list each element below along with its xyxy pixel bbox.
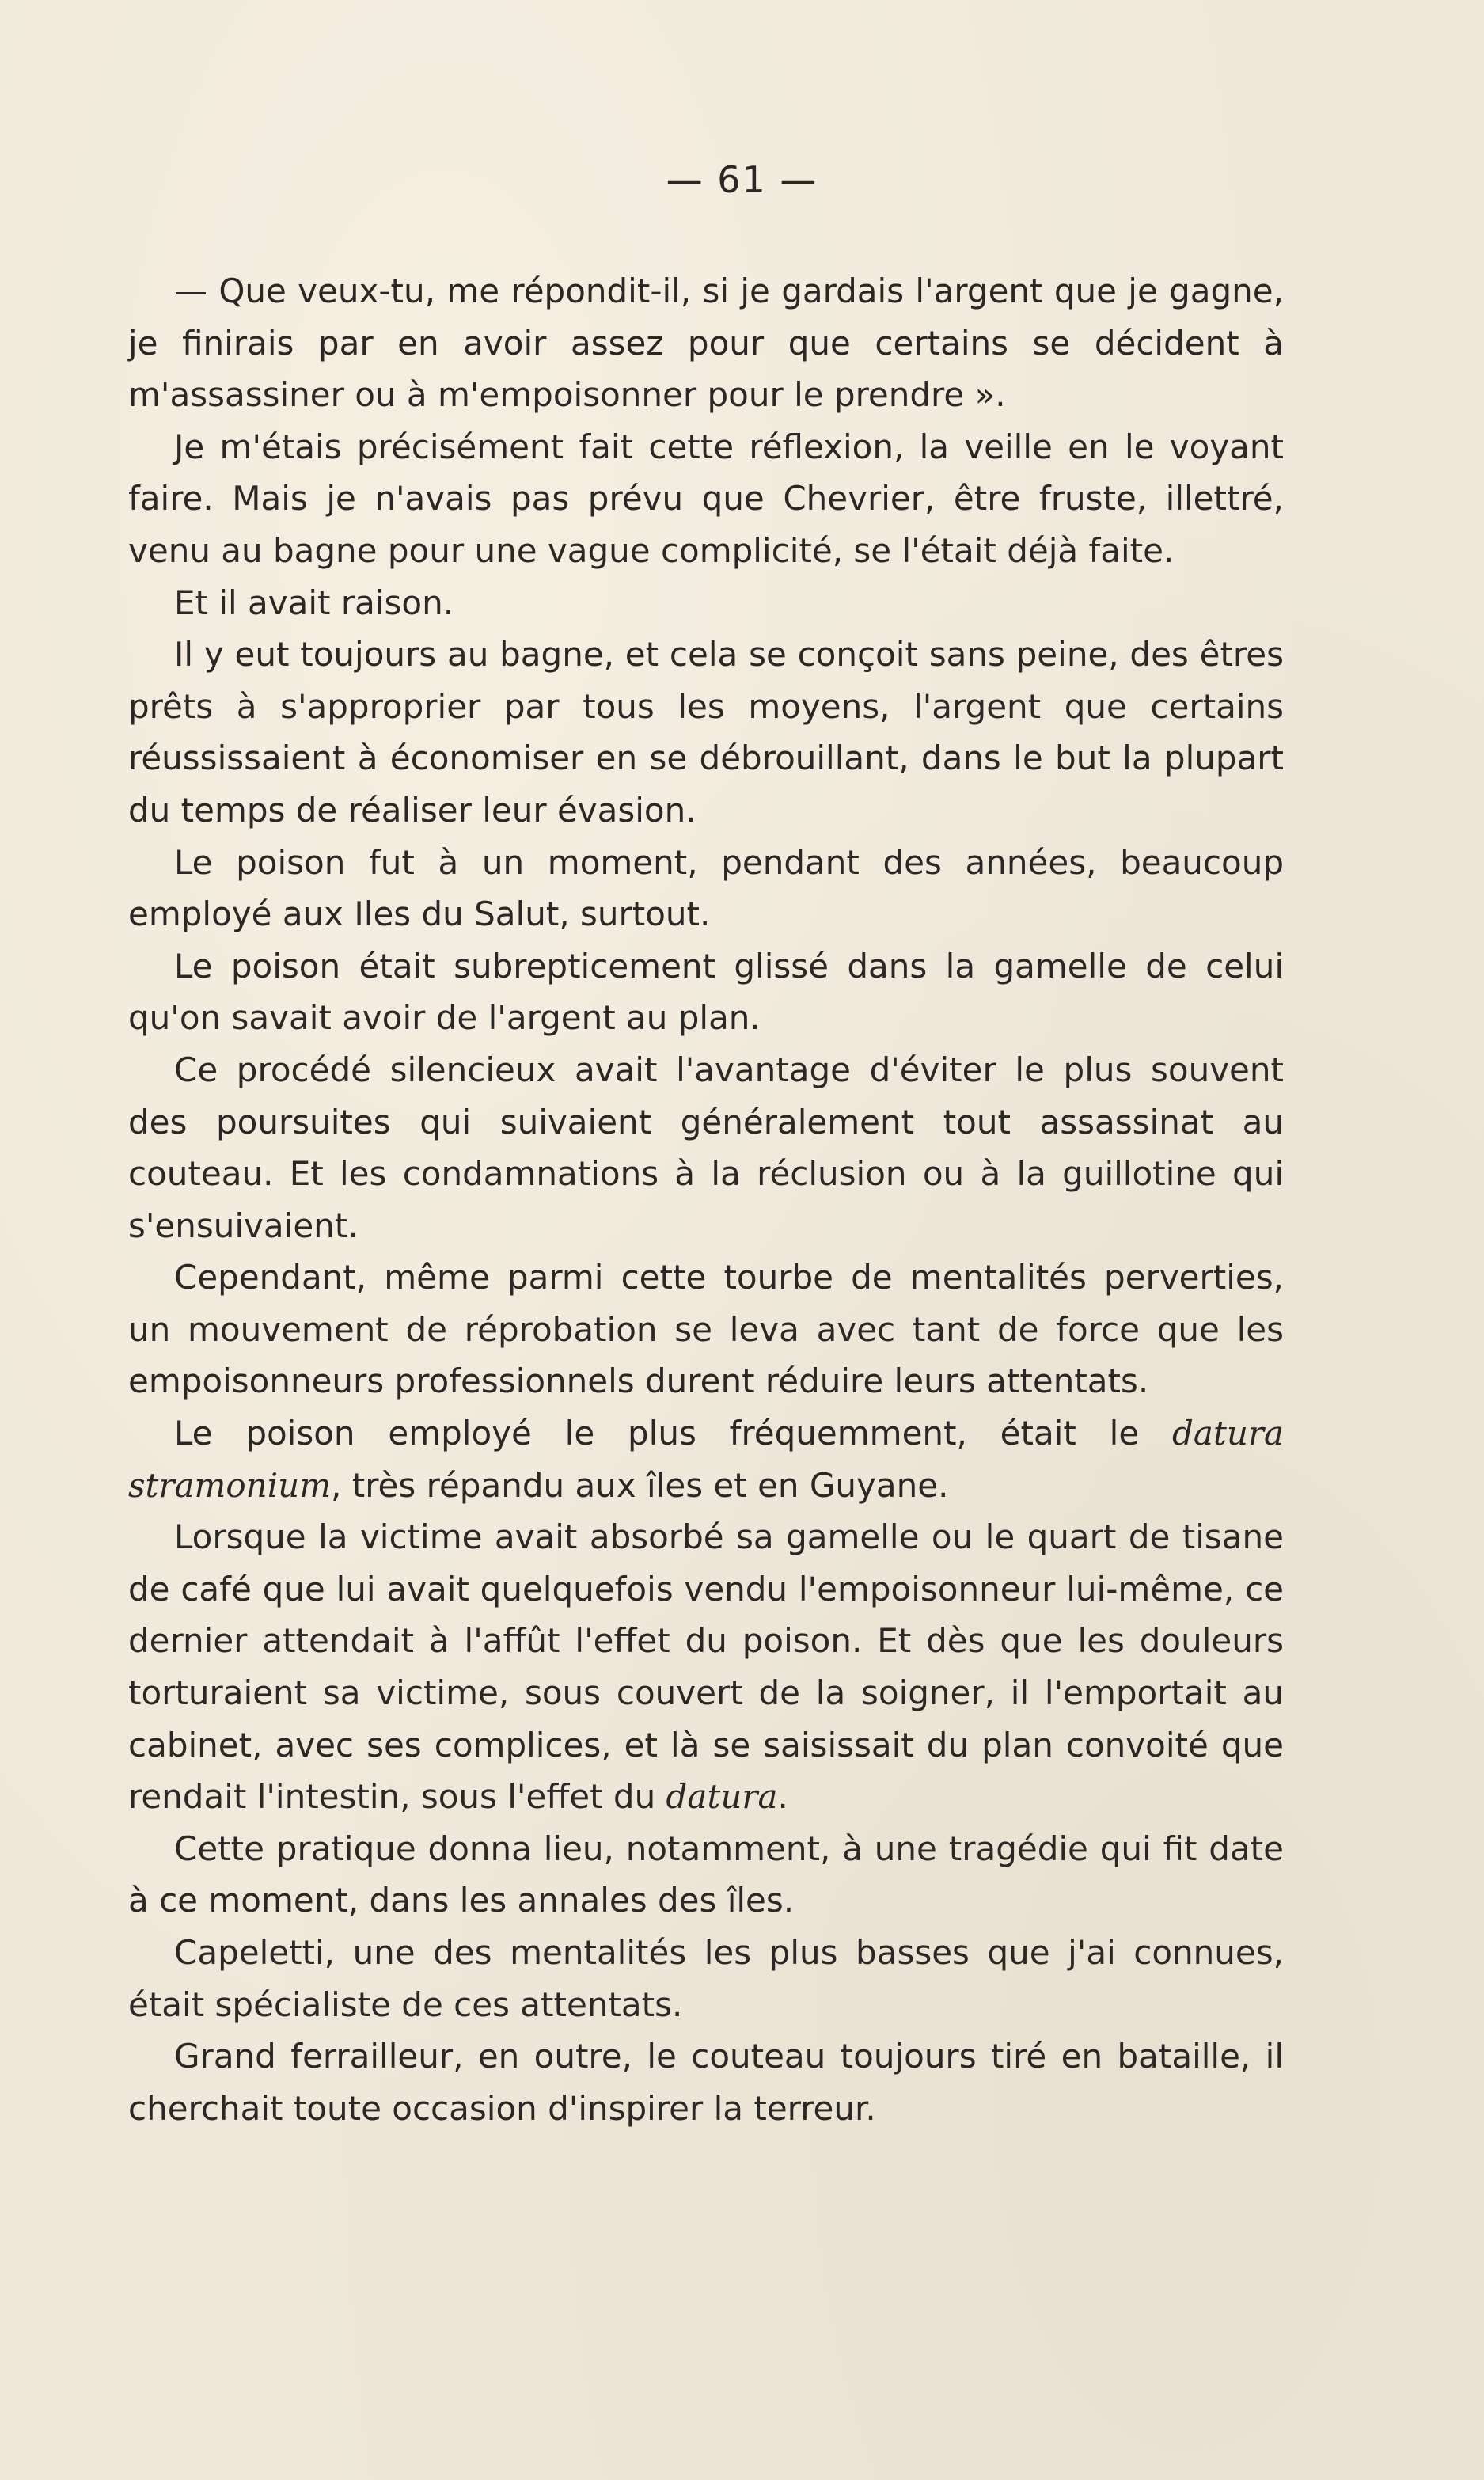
paragraph: Je m'étais précisément fait cette réflexion, la veille en le voyant faire. Mais je n'avais pas prévu que Chevrier, être fruste, illettré, venu au bagne pour une vague complicité, se l'était déjà faite. bbox=[128, 427, 1284, 570]
paragraph bbox=[128, 1407, 1284, 1511]
paragraph bbox=[128, 1511, 1284, 1823]
paragraph: Cette pratique donna lieu, notamment, à une tragédie qui fit date à ce moment, dans les annales des îles. bbox=[128, 1829, 1284, 1920]
paragraph: — Que veux-tu, me répondit-il, si je gardais l'argent que je gagne, je finirais par en avoir assez pour que certains se décident à m'assassiner ou à m'empoisonner pour le prendre ». bbox=[128, 272, 1284, 415]
italic-term: datura stramonium bbox=[128, 1414, 1284, 1505]
paragraph: Cependant, même parmi cette tourbe de mentalités perverties, un mouvement de réprobation se leva avec tant de force que les empoisonneurs professionnels durent réduire leurs attentats. bbox=[128, 1258, 1284, 1401]
paragraph: Capeletti, une des mentalités les plus basses que j'ai connues, était spécialiste de ces attentats. bbox=[128, 1933, 1284, 2024]
paragraph: Le poison était subrepticement glissé dans la gamelle de celui qu'on savait avoir de l'argent au plan. bbox=[128, 946, 1284, 1038]
paragraph: Et il avait raison. bbox=[174, 583, 454, 622]
paragraph-text: Lorsque la victime avait absorbé sa gamelle ou le quart de tisane de café que lui avait quelquefois vendu l'empoisonneur lui-même, ce dernier attendait à l'affût l'effet du poison. Et dès que les douleurs torturaient sa victime, sous couvert de la soigner, il l'emportait au cabinet, avec ses complices, et là se saisissait du plan convoité que rendait l'intestin, sous l'effet du bbox=[128, 1517, 1284, 1817]
paragraph: Grand ferrailleur, en outre, le couteau toujours tiré en bataille, il cherchait toute occasion d'inspirer la terreur. bbox=[128, 2037, 1284, 2128]
paragraph: Le poison fut à un moment, pendant des années, beaucoup employé aux Iles du Salut, surtout. bbox=[128, 842, 1284, 934]
paragraph-text: , très répandu aux îles et en Guyane. bbox=[331, 1465, 949, 1505]
paragraph-text: . bbox=[777, 1777, 788, 1817]
paragraph: Il y eut toujours au bagne, et cela se conçoit sans peine, des êtres prêts à s'approprier par tous les moyens, l'argent que certains réussissaient à économiser en se débrouillant, dans le but la plupart du temps de réaliser leur évasion. bbox=[128, 635, 1284, 830]
body-text bbox=[128, 265, 1284, 2134]
page-number: — 61 — bbox=[666, 158, 818, 201]
paragraph-text: Le poison employé le plus fréquemment, était le bbox=[174, 1414, 1173, 1453]
italic-term: datura bbox=[666, 1777, 778, 1817]
paragraph: Ce procédé silencieux avait l'avantage d'éviter le plus souvent des poursuites qui suivaient généralement tout assassinat au couteau. Et les condamnations à la réclusion ou à la guillotine qui s'ensuivaient. bbox=[128, 1050, 1284, 1245]
